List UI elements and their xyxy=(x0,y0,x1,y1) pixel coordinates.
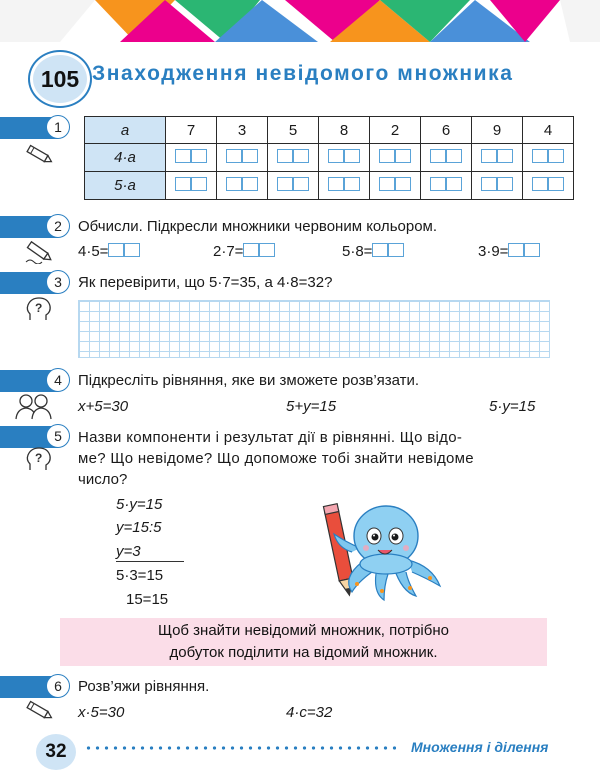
answer-cell[interactable] xyxy=(370,172,421,200)
page-number: 32 xyxy=(36,734,76,770)
task-3-question: Як перевірити, що 5·7=35, а 4·8=32? xyxy=(78,274,333,291)
expression-text: 2·7= xyxy=(213,243,244,260)
table-row xyxy=(85,117,574,144)
table-cell: 5 xyxy=(268,117,319,144)
task-3-tab xyxy=(0,272,62,294)
table-row xyxy=(85,144,574,172)
expression xyxy=(78,243,140,260)
rule-box xyxy=(60,618,547,666)
solution-step: 5·3=15 xyxy=(116,567,164,584)
section-title: Множення і ділення xyxy=(411,739,549,755)
pencil-icon xyxy=(24,240,54,264)
table-cell: 8 xyxy=(319,117,370,144)
task-5-tab xyxy=(0,426,62,448)
task-number: 6 xyxy=(46,674,70,698)
task-5-line: Назви компоненти і результат дії в рівнянні. Що відо- xyxy=(78,429,463,446)
answer-box[interactable] xyxy=(259,243,275,257)
table-cell: 2 xyxy=(370,117,421,144)
answer-box[interactable] xyxy=(524,243,540,257)
expression-text: 5·8= xyxy=(342,243,373,260)
answer-cell[interactable] xyxy=(319,144,370,172)
equation: 4·c=32 xyxy=(286,704,333,721)
octopus-illustration xyxy=(322,496,448,604)
expression xyxy=(342,243,404,260)
table-row-header: 5·a xyxy=(85,172,166,200)
table-row xyxy=(85,172,574,200)
answer-cell[interactable] xyxy=(421,172,472,200)
task-4-instruction: Підкресліть рівняння, яке ви зможете розв’язати. xyxy=(78,372,420,389)
svg-text:?: ? xyxy=(35,451,43,465)
answer-box[interactable] xyxy=(243,243,259,257)
solution-step: y=15:5 xyxy=(116,519,162,536)
solution-step: 15=15 xyxy=(126,591,169,608)
table-cell: 7 xyxy=(166,117,217,144)
task-number: 4 xyxy=(46,368,70,392)
table-cell: 6 xyxy=(421,117,472,144)
answer-cell[interactable] xyxy=(421,144,472,172)
footer-dots xyxy=(84,746,396,750)
lesson-title: Знаходження невідомого множника xyxy=(92,62,514,85)
task-2-tab xyxy=(0,216,62,238)
task-number: 5 xyxy=(46,424,70,448)
task-number: 3 xyxy=(46,270,70,294)
task-1-tab xyxy=(0,117,62,139)
answer-cell[interactable] xyxy=(217,172,268,200)
answer-cell[interactable] xyxy=(370,144,421,172)
pencil-icon xyxy=(24,700,54,722)
equation: x·5=30 xyxy=(78,704,125,721)
table-row-header: 4·a xyxy=(85,144,166,172)
rule-line: добуток поділити на відомий множник. xyxy=(169,644,438,661)
question-head-icon xyxy=(24,296,54,322)
task-5-line: ме? Що невідоме? Що допоможе тобі знайти невідоме xyxy=(78,450,474,467)
answer-cell[interactable] xyxy=(319,172,370,200)
table-cell: 9 xyxy=(472,117,523,144)
answer-box[interactable] xyxy=(108,243,124,257)
answer-cell[interactable] xyxy=(268,172,319,200)
expression-text: 3·9= xyxy=(478,243,509,260)
grid-answer-area[interactable] xyxy=(78,300,550,358)
task-6-instruction: Розв’яжи рівняння. xyxy=(78,678,210,695)
answer-box[interactable] xyxy=(508,243,524,257)
table-cell: 4 xyxy=(523,117,574,144)
task-number: 1 xyxy=(46,115,70,139)
answer-cell[interactable] xyxy=(472,172,523,200)
question-head-icon xyxy=(24,446,54,472)
task-4-tab xyxy=(0,370,62,392)
multiplication-table xyxy=(84,116,574,200)
task-number: 2 xyxy=(46,214,70,238)
answer-box[interactable] xyxy=(388,243,404,257)
task-6-tab xyxy=(0,676,62,698)
expression-text: 4·5= xyxy=(78,243,109,260)
underline xyxy=(116,561,184,562)
solution-step: 5·y=15 xyxy=(116,496,163,513)
answer-cell[interactable] xyxy=(166,172,217,200)
two-people-icon xyxy=(14,392,54,420)
answer-cell[interactable] xyxy=(268,144,319,172)
top-banner xyxy=(0,0,600,42)
task-5-line: число? xyxy=(78,471,128,488)
answer-cell[interactable] xyxy=(166,144,217,172)
answer-cell[interactable] xyxy=(523,172,574,200)
svg-text:?: ? xyxy=(35,301,43,315)
rule-line: Щоб знайти невідомий множник, потрібно xyxy=(158,622,449,639)
equation[interactable]: 5+y=15 xyxy=(286,398,337,415)
table-header-cell: a xyxy=(85,117,166,144)
lesson-number: 105 xyxy=(30,52,90,106)
pencil-icon xyxy=(24,144,54,166)
answer-box[interactable] xyxy=(124,243,140,257)
equation[interactable]: 5·y=15 xyxy=(489,398,536,415)
task-2-instruction: Обчисли. Підкресли множники червоним кольором. xyxy=(78,218,438,235)
expression xyxy=(478,243,540,260)
table-cell: 3 xyxy=(217,117,268,144)
answer-cell[interactable] xyxy=(472,144,523,172)
answer-box[interactable] xyxy=(372,243,388,257)
answer-cell[interactable] xyxy=(217,144,268,172)
solution-step: y=3 xyxy=(116,543,141,560)
expression xyxy=(213,243,275,260)
answer-cell[interactable] xyxy=(523,144,574,172)
equation[interactable]: x+5=30 xyxy=(78,398,129,415)
